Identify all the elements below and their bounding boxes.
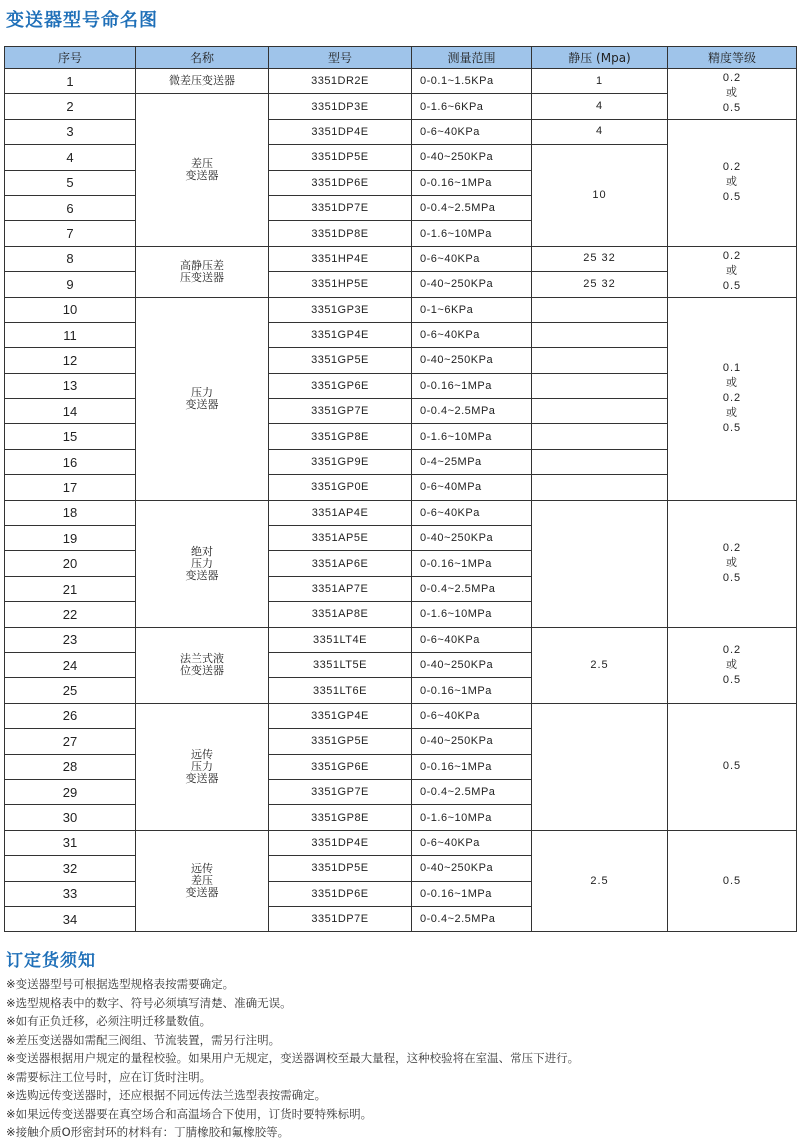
row-index: 7 xyxy=(5,221,136,246)
table-row xyxy=(5,500,797,525)
measure-range: 0-4~25MPa xyxy=(412,449,532,474)
model-code: 3351DP4E xyxy=(269,830,412,855)
model-code: 3351LT6E xyxy=(269,678,412,703)
measure-range: 0-40~250KPa xyxy=(412,856,532,881)
table-row xyxy=(5,69,797,94)
row-index: 15 xyxy=(5,424,136,449)
model-code: 3351HP5E xyxy=(269,272,412,297)
static-pressure xyxy=(532,500,668,627)
table-row xyxy=(5,627,797,652)
note-line: ※如果远传变送器要在真空场合和高温场合下使用，订货时要特殊标明。 xyxy=(6,1106,373,1121)
note-line: ※变送器型号可根据选型规格表按需要确定。 xyxy=(6,977,235,991)
note-line: ※选型规格表中的数字、符号必须填写清楚、准确无误。 xyxy=(6,995,292,1010)
measure-range: 0-40~250KPa xyxy=(412,272,532,297)
product-name: 高静压差 压变送器 xyxy=(136,246,269,297)
row-index: 6 xyxy=(5,195,136,220)
product-name: 压力 变送器 xyxy=(136,297,269,500)
accuracy-class: 0.2 或 0.5 xyxy=(668,119,797,246)
model-code: 3351AP6E xyxy=(269,551,412,576)
measure-range: 0-40~250KPa xyxy=(412,526,532,551)
model-code: 3351GP7E xyxy=(269,779,412,804)
row-index: 18 xyxy=(5,500,136,525)
header-accuracy: 精度等级 xyxy=(668,47,797,69)
static-pressure: 25 32 xyxy=(532,272,668,297)
model-code: 3351AP5E xyxy=(269,526,412,551)
measure-range: 0-40~250KPa xyxy=(412,145,532,170)
table-row xyxy=(5,703,797,728)
row-index: 8 xyxy=(5,246,136,271)
static-pressure: 25 32 xyxy=(532,246,668,271)
model-code: 3351DR2E xyxy=(269,69,412,94)
row-index: 29 xyxy=(5,779,136,804)
measure-range: 0-0.4~2.5MPa xyxy=(412,399,532,424)
static-pressure xyxy=(532,348,668,373)
model-code: 3351DP5E xyxy=(269,856,412,881)
measure-range: 0-1.6~10MPa xyxy=(412,602,532,627)
row-index: 21 xyxy=(5,576,136,601)
model-code: 3351DP8E xyxy=(269,221,412,246)
row-index: 4 xyxy=(5,145,136,170)
model-code: 3351HP4E xyxy=(269,246,412,271)
model-code: 3351DP6E xyxy=(269,170,412,195)
model-code: 3351DP6E xyxy=(269,881,412,906)
row-index: 32 xyxy=(5,856,136,881)
model-code: 3351DP5E xyxy=(269,145,412,170)
row-index: 17 xyxy=(5,475,136,500)
header-range: 测量范围 xyxy=(412,47,532,69)
model-code: 3351GP3E xyxy=(269,297,412,322)
accuracy-class: 0.2 或 0.5 xyxy=(668,500,797,627)
row-index: 20 xyxy=(5,551,136,576)
table-row xyxy=(5,297,797,322)
model-code: 3351GP9E xyxy=(269,449,412,474)
table-header-row xyxy=(5,47,797,69)
model-code: 3351GP4E xyxy=(269,703,412,728)
row-index: 9 xyxy=(5,272,136,297)
row-index: 31 xyxy=(5,830,136,855)
static-pressure xyxy=(532,297,668,322)
static-pressure xyxy=(532,703,668,830)
measure-range: 0-1.6~6KPa xyxy=(412,94,532,119)
measure-range: 0-40~250KPa xyxy=(412,729,532,754)
static-pressure xyxy=(532,475,668,500)
note-line: ※如有正负迁移，必须注明迁移量数值。 xyxy=(6,1014,212,1028)
row-index: 19 xyxy=(5,526,136,551)
measure-range: 0-6~40MPa xyxy=(412,475,532,500)
row-index: 1 xyxy=(5,69,136,94)
model-code: 3351GP8E xyxy=(269,424,412,449)
measure-range: 0-1.6~10MPa xyxy=(412,805,532,830)
model-code: 3351DP7E xyxy=(269,195,412,220)
row-index: 11 xyxy=(5,322,136,347)
measure-range: 0-40~250KPa xyxy=(412,652,532,677)
model-code: 3351GP4E xyxy=(269,322,412,347)
page-title: 变送器型号命名图 xyxy=(6,10,158,31)
measure-range: 0-0.16~1MPa xyxy=(412,551,532,576)
accuracy-class: 0.5 xyxy=(668,830,797,932)
measure-range: 0-0.4~2.5MPa xyxy=(412,779,532,804)
table-row xyxy=(5,830,797,855)
measure-range: 0-0.4~2.5MPa xyxy=(412,195,532,220)
header-name: 名称 xyxy=(136,47,269,69)
table-row xyxy=(5,119,797,144)
static-pressure: 1 xyxy=(532,69,668,94)
row-index: 25 xyxy=(5,678,136,703)
measure-range: 0-6~40KPa xyxy=(412,500,532,525)
header-index: 序号 xyxy=(5,47,136,69)
row-index: 3 xyxy=(5,119,136,144)
measure-range: 0-1.6~10MPa xyxy=(412,221,532,246)
model-code: 3351GP8E xyxy=(269,805,412,830)
row-index: 30 xyxy=(5,805,136,830)
static-pressure: 4 xyxy=(532,119,668,144)
row-index: 14 xyxy=(5,399,136,424)
note-line: ※接触介质O形密封环的材料有：丁腈橡胶和氟橡胶等。 xyxy=(6,1125,290,1139)
product-name: 微差压变送器 xyxy=(136,69,269,94)
accuracy-class: 0.2 或 0.5 xyxy=(668,69,797,120)
model-code: 3351LT4E xyxy=(269,627,412,652)
model-code: 3351DP4E xyxy=(269,119,412,144)
static-pressure xyxy=(532,424,668,449)
header-model: 型号 xyxy=(269,47,412,69)
product-name: 法兰式液 位变送器 xyxy=(136,627,269,703)
measure-range: 0-0.4~2.5MPa xyxy=(412,576,532,601)
row-index: 27 xyxy=(5,729,136,754)
static-pressure xyxy=(532,399,668,424)
note-line: ※需要标注工位号时，应在订货时注明。 xyxy=(6,1069,212,1084)
model-code: 3351AP8E xyxy=(269,602,412,627)
measure-range: 0-6~40KPa xyxy=(412,119,532,144)
row-index: 34 xyxy=(5,906,136,931)
accuracy-class: 0.2 或 0.5 xyxy=(668,627,797,703)
measure-range: 0-1.6~10MPa xyxy=(412,424,532,449)
static-pressure xyxy=(532,322,668,347)
row-index: 12 xyxy=(5,348,136,373)
product-name: 差压 变送器 xyxy=(136,94,269,246)
model-code: 3351AP4E xyxy=(269,500,412,525)
product-name: 远传 压力 变送器 xyxy=(136,703,269,830)
accuracy-class: 0.2 或 0.5 xyxy=(668,246,797,297)
measure-range: 0-6~40KPa xyxy=(412,830,532,855)
measure-range: 0-6~40KPa xyxy=(412,246,532,271)
product-name: 远传 差压 变送器 xyxy=(136,830,269,932)
model-code: 3351GP0E xyxy=(269,475,412,500)
row-index: 24 xyxy=(5,652,136,677)
measure-range: 0-0.4~2.5MPa xyxy=(412,906,532,931)
row-index: 33 xyxy=(5,881,136,906)
row-index: 26 xyxy=(5,703,136,728)
note-line: ※选购远传变送器时，还应根据不同远传法兰选型表按需确定。 xyxy=(6,1088,327,1102)
static-pressure xyxy=(532,449,668,474)
measure-range: 0-0.16~1MPa xyxy=(412,170,532,195)
static-pressure: 4 xyxy=(532,94,668,119)
static-pressure: 2.5 xyxy=(532,627,668,703)
measure-range: 0-6~40KPa xyxy=(412,627,532,652)
measure-range: 0-0.1~1.5KPa xyxy=(412,69,532,94)
measure-range: 0-6~40KPa xyxy=(412,322,532,347)
model-code: 3351GP5E xyxy=(269,729,412,754)
static-pressure: 2.5 xyxy=(532,830,668,932)
static-pressure xyxy=(532,373,668,398)
row-index: 10 xyxy=(5,297,136,322)
model-code: 3351GP5E xyxy=(269,348,412,373)
model-code: 3351GP7E xyxy=(269,399,412,424)
product-name: 绝对 压力 变送器 xyxy=(136,500,269,627)
model-code: 3351DP7E xyxy=(269,906,412,931)
row-index: 2 xyxy=(5,94,136,119)
table-row xyxy=(5,246,797,271)
ordering-notes xyxy=(6,946,796,1142)
row-index: 16 xyxy=(5,449,136,474)
measure-range: 0-1~6KPa xyxy=(412,297,532,322)
measure-range: 0-0.16~1MPa xyxy=(412,373,532,398)
row-index: 5 xyxy=(5,170,136,195)
notes-title: 订定货须知 xyxy=(6,951,96,971)
accuracy-class: 0.1 或 0.2 或 0.5 xyxy=(668,297,797,500)
note-line: ※变送器根据用户规定的量程校验。如果用户无规定，变送器调校至最大量程，这种校验将在室温、常压下进行。 xyxy=(6,1051,580,1065)
note-line: ※差压变送器如需配三阀组、节流装置，需另行注明。 xyxy=(6,1032,281,1047)
measure-range: 0-0.16~1MPa xyxy=(412,754,532,779)
row-index: 22 xyxy=(5,602,136,627)
model-code: 3351LT5E xyxy=(269,652,412,677)
measure-range: 0-0.16~1MPa xyxy=(412,881,532,906)
model-naming-table xyxy=(4,46,797,932)
model-code: 3351GP6E xyxy=(269,373,412,398)
row-index: 23 xyxy=(5,627,136,652)
header-static-pressure: 静压 (Mpa) xyxy=(532,47,668,69)
row-index: 13 xyxy=(5,373,136,398)
accuracy-class: 0.5 xyxy=(668,703,797,830)
measure-range: 0-6~40KPa xyxy=(412,703,532,728)
model-code: 3351AP7E xyxy=(269,576,412,601)
row-index: 28 xyxy=(5,754,136,779)
model-code: 3351DP3E xyxy=(269,94,412,119)
static-pressure: 10 xyxy=(532,145,668,247)
measure-range: 0-40~250KPa xyxy=(412,348,532,373)
measure-range: 0-0.16~1MPa xyxy=(412,678,532,703)
model-code: 3351GP6E xyxy=(269,754,412,779)
